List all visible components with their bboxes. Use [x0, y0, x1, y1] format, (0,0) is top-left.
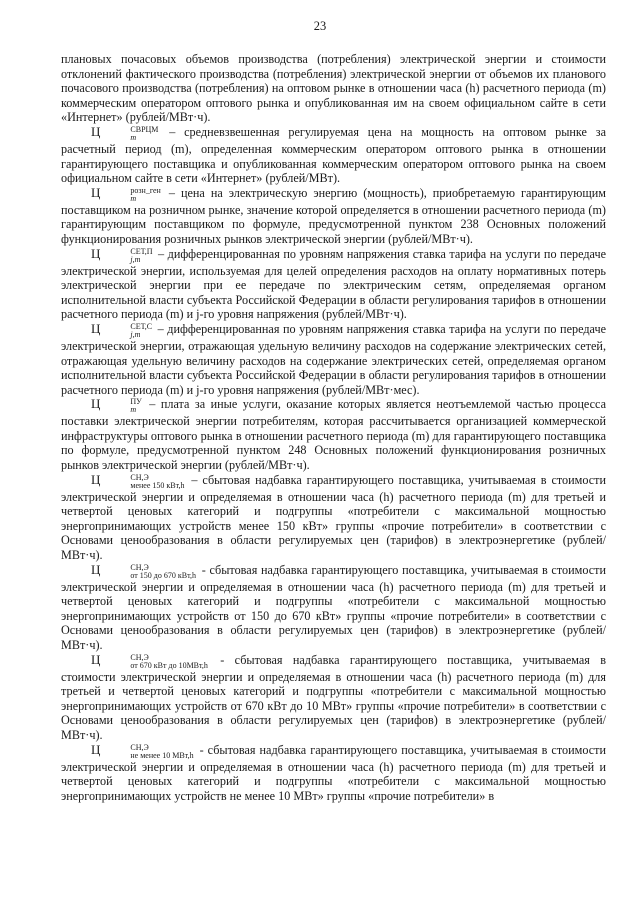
formula-symbol: Ц СВРЦМ m [91, 123, 159, 142]
definition-paragraph [61, 186, 606, 247]
formula-symbol: Ц СН,Э не менее 10 МВт,h [91, 741, 194, 760]
definition-text: - сбытовая надбавка гарантирующего поставщика, учитываемая в стоимости электрической энергии и определяемая в отношении часа (h) расчетного периода (m) для третьей и четвертой ценовых категорий и подгруппы «потребители с максимальной мощностью энергопринимающих устройств не менее 10 МВт» группы «прочие потребители» в [61, 742, 606, 803]
formula-symbol: Ц розн_ген m [91, 184, 161, 203]
definition-paragraph [61, 247, 606, 322]
definition-paragraph [61, 743, 606, 804]
page-number: 23 [313, 19, 327, 33]
definition-text: – дифференцированная по уровням напряжения ставка тарифа на услуги по передаче электрической энергии, отражающая удельную величину расходов на содержание электрических сетей, отражающая удельную величину расходов на содержание электрических сетей, определяемая органом исполнительной власти субъекта Российской Федерации в области регулирования тарифов в отношении расчетного периода (m) и j-го уровня напряжения (рублей/МВт·мес). [61, 321, 606, 397]
formula-symbol: Ц СН,Э от 150 до 670 кВт,h [91, 561, 196, 580]
definition-text: – средневзвешенная регулируемая цена на мощность на оптовом рынке за расчетный период (m), определенная коммерческим оператором оптового рынка в отношении гарантирующего поставщика и опубликованная коммерческим оператором оптового рынка на своем официальном сайте в сети «Интернет» (рублей/МВт). [61, 124, 606, 186]
definition-text: - сбытовая надбавка гарантирующего поставщика, учитываемая в стоимости электрической энергии и определяемая в отношении часа (h) расчетного периода (m) для третьей и четвертой ценовых категорий и подгруппы «потребители с максимальной мощностью энергопринимающих устройств от 150 до 670 кВт» группы «прочие потребители» в соответствии с Основами ценообразования в области регулируемых цен (тарифов) в электроэнергетике (рублей/МВт·ч). [61, 562, 606, 652]
definition-paragraph [61, 125, 606, 186]
formula-symbol: Ц СН,Э от 670 кВт до 10МВт,h [91, 651, 208, 670]
definition-paragraph [61, 473, 606, 563]
definition-paragraph [61, 322, 606, 397]
formula-symbol: Ц СЕТ,П j,m [91, 245, 153, 264]
definition-paragraph [61, 563, 606, 653]
definition-text: – дифференцированная по уровням напряжения ставка тарифа на услуги по передаче электрической энергии, используемая для целей определения расходов на оплату нормативных потерь электрической энергии при ее передаче по электрическим сетям, определяемая органом исполнительной власти субъекта Российской Федерации в области регулирования тарифов в отношении расчетного периода (m) и j-го уровня напряжения (рублей/МВт·ч). [61, 246, 606, 322]
definition-paragraph [61, 653, 606, 743]
definition-text: – цена на электрическую энергию (мощность), приобретаемую гарантирующим поставщиком на розничном рынке, значение которой определяется в отношении расчетного периода (m) гарантирующим поставщиком по формуле, предусмотренной пунктом 238 Основных положений функционирования розничных рынков электрической энергии (рублей/МВт·ч). [61, 185, 606, 246]
paragraph-text: плановых почасовых объемов производства (потребления) электрической энергии и стоимости отклонений фактического производства (потребления) электрической энергии от объемов их планового почасового производства (потребления) на оптовом рынке в отношении часа (h) расчетного периода (m) коммерческим оператором оптового рынка и опубликованная им на своем официальном сайте в сети «Интернет» (рублей/МВт·ч). [61, 52, 606, 125]
formula-symbol: Ц СН,Э менее 150 кВт,h [91, 471, 185, 490]
formula-symbol: Ц ПУ m [91, 396, 142, 415]
definition-paragraph [61, 397, 606, 472]
definition-text: – плата за иные услуги, оказание которых является неотъемлемой частью процесса поставки электрической энергии потребителям, которая рассчитывается организацией коммерческой инфраструктуры оптового рынка в отношении расчетного периода (m) для гарантирующего поставщика по формуле, предусмотренной пунктом 248 Основных положений функционирования розничных рынков электрической энергии (рублей/МВт·ч). [61, 397, 606, 473]
document-body [61, 52, 606, 803]
formula-symbol: Ц СЕТ,С j,m [91, 320, 153, 339]
paragraph [61, 52, 606, 125]
definition-text: - сбытовая надбавка гарантирующего поставщика, учитываемая в стоимости электрической энергии и определяемая в отношении часа (h) расчетного периода (m) для третьей и четвертой ценовых категорий и подгруппы «потребители с максимальной мощностью энергопринимающих устройств от 670 кВт до 10 МВт» группы «прочие потребители» в соответствии с Основами ценообразования в области регулируемых цен (тарифов) в электроэнергетике (рублей/МВт·ч). [61, 652, 606, 742]
definition-text: – сбытовая надбавка гарантирующего поставщика, учитываемая в стоимости электрической энергии и определяемая в отношении часа (h) расчетного периода (m) для третьей и четвертой ценовых категорий и подгруппы «потребители с максимальной мощностью энергопринимающих устройств менее 150 кВт» группы «прочие потребители» в соответствии с Основами ценообразования в области регулируемых цен (тарифов) в электроэнергетике (рублей/МВт·ч). [61, 472, 606, 563]
